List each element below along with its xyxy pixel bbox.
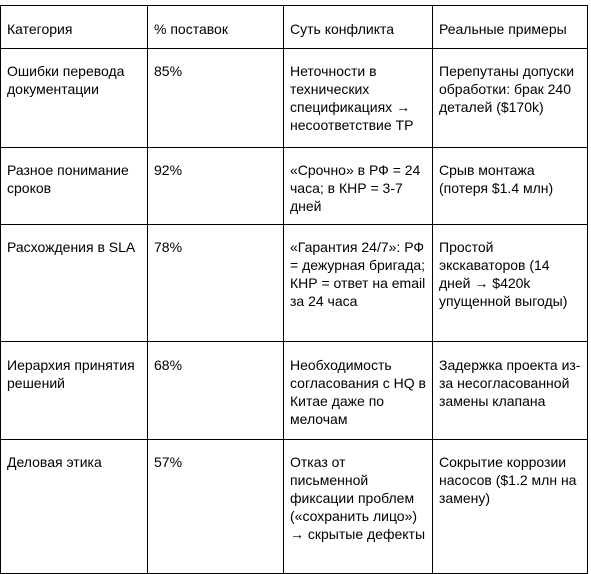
cell-conflict: Неточности в технических спецификациях → несоответствие ТР: [284, 49, 433, 148]
cell-example: Простой экскаваторов (14 дней → $420k упущенной выгоды): [433, 225, 588, 342]
cell-category: Разное понимание сроков: [1, 148, 148, 225]
column-header-category: Категория: [1, 6, 148, 49]
cell-conflict: «Гарантия 24/7»: РФ = дежурная бригада; КНР = ответ на email за 24 часа: [284, 225, 433, 342]
cell-conflict: Отказ от письменной фиксации проблем («сохранить лицо») → скрытые дефекты: [284, 440, 433, 574]
table-row: [1, 342, 588, 440]
cell-share: 92%: [148, 148, 284, 225]
cell-example: Срыв монтажа (потеря $1.4 млн): [433, 148, 588, 225]
column-header-conflict: Суть конфликта: [284, 6, 433, 49]
cell-category: Ошибки перевода документации: [1, 49, 148, 148]
table-row: [1, 225, 588, 342]
cell-share: 85%: [148, 49, 284, 148]
column-header-share: % поставок: [148, 6, 284, 49]
cell-share: 78%: [148, 225, 284, 342]
table-row: [1, 440, 588, 574]
table-header-row: [1, 6, 588, 49]
table-row: [1, 148, 588, 225]
cell-category: Иерархия принятия решений: [1, 342, 148, 440]
data-table: [0, 5, 588, 574]
cell-share: 68%: [148, 342, 284, 440]
cell-category: Деловая этика: [1, 440, 148, 574]
table-row: [1, 49, 588, 148]
cell-example: Сокрытие коррозии насосов ($1.2 млн на замену): [433, 440, 588, 574]
cell-conflict: «Срочно» в РФ = 24 часа; в КНР = 3-7 дней: [284, 148, 433, 225]
cell-example: Перепутаны допуски обработки: брак 240 деталей ($170k): [433, 49, 588, 148]
cell-conflict: Необходимость согласования с HQ в Китае даже по мелочам: [284, 342, 433, 440]
cell-category: Расхождения в SLA: [1, 225, 148, 342]
cell-example: Задержка проекта из-за несогласованной замены клапана: [433, 342, 588, 440]
column-header-examples: Реальные примеры: [433, 6, 588, 49]
cell-share: 57%: [148, 440, 284, 574]
